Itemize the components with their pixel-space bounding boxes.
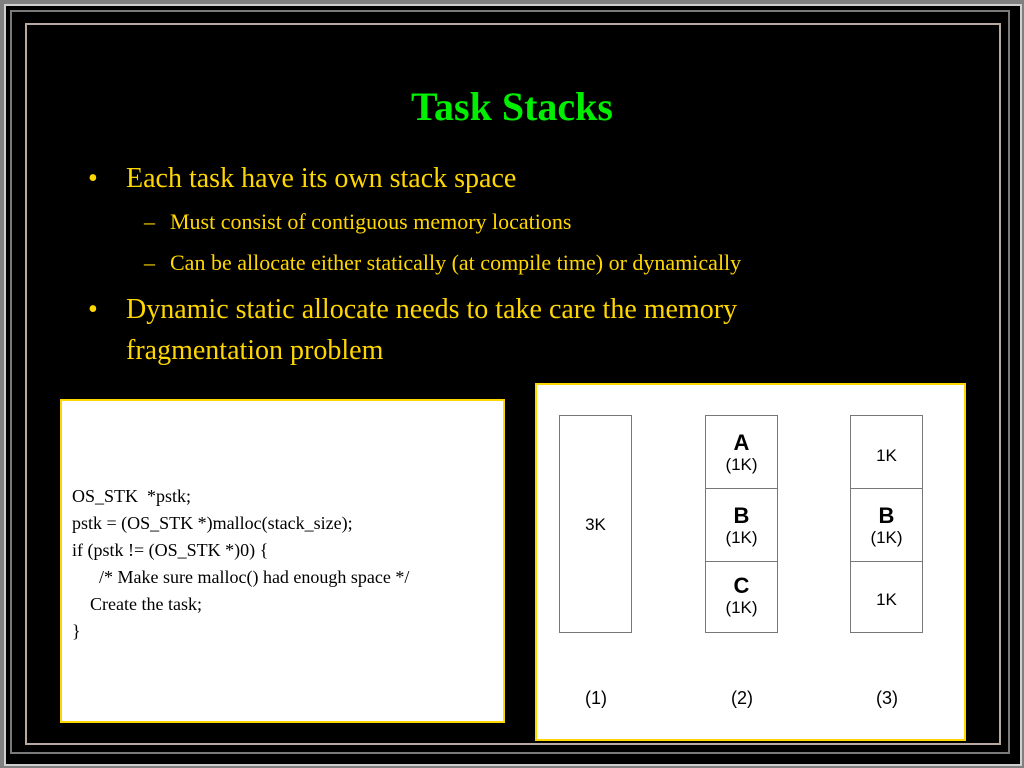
memory-block-column-3 (850, 415, 923, 633)
stack-size: (1K) (725, 598, 758, 617)
stack-size: (1K) (725, 455, 758, 474)
free-size: 1K (876, 590, 897, 609)
code-line: if (pstk != (OS_STK *)0) { (72, 540, 269, 560)
free-cell-bottom (851, 562, 922, 634)
free-size: 1K (876, 446, 897, 465)
memory-block-column-2 (705, 415, 778, 633)
stack-cell-b (851, 489, 922, 562)
sub-bullet-glyph: – (144, 209, 155, 234)
stack-size: (1K) (725, 528, 758, 547)
code-line: /* Make sure malloc() had enough space */ (72, 567, 410, 587)
free-cell-top (851, 416, 922, 489)
column-label-3: (3) (876, 688, 898, 708)
block-3k-label: 3K (585, 515, 606, 534)
stack-letter: C (733, 573, 750, 598)
code-line: } (72, 621, 81, 641)
memory-block-column-1 (559, 415, 632, 633)
stack-size: (1K) (870, 528, 903, 547)
stack-letter: B (733, 503, 750, 528)
bullet-2-text-line2: fragmentation problem (126, 335, 384, 366)
sub-bullet-1-text: Must consist of contiguous memory locations (170, 209, 572, 234)
slide-title: Task Stacks (411, 84, 613, 129)
column-label-1: (1) (585, 688, 607, 708)
bullet-glyph: • (88, 294, 98, 325)
memory-fragmentation-diagram (535, 383, 966, 741)
code-snippet-box (60, 399, 505, 723)
stack-letter: A (733, 430, 750, 455)
column-label-2: (2) (731, 688, 753, 708)
sub-bullet-glyph: – (144, 250, 155, 275)
stack-cell-b (706, 489, 777, 562)
stack-cell-c (706, 562, 777, 634)
sub-bullet-2-text: Can be allocate either statically (at compile time) or dynamically (170, 250, 742, 275)
code-line: Create the task; (72, 594, 202, 614)
bullet-glyph: • (88, 163, 98, 194)
bullet-2-text-line1: Dynamic static allocate needs to take care the memory (126, 294, 738, 325)
stack-letter: B (878, 503, 895, 528)
stack-cell-a (706, 416, 777, 489)
bullet-1-text: Each task have its own stack space (126, 163, 517, 194)
code-line: OS_STK *pstk; (72, 486, 192, 506)
code-line: pstk = (OS_STK *)malloc(stack_size); (72, 513, 353, 533)
